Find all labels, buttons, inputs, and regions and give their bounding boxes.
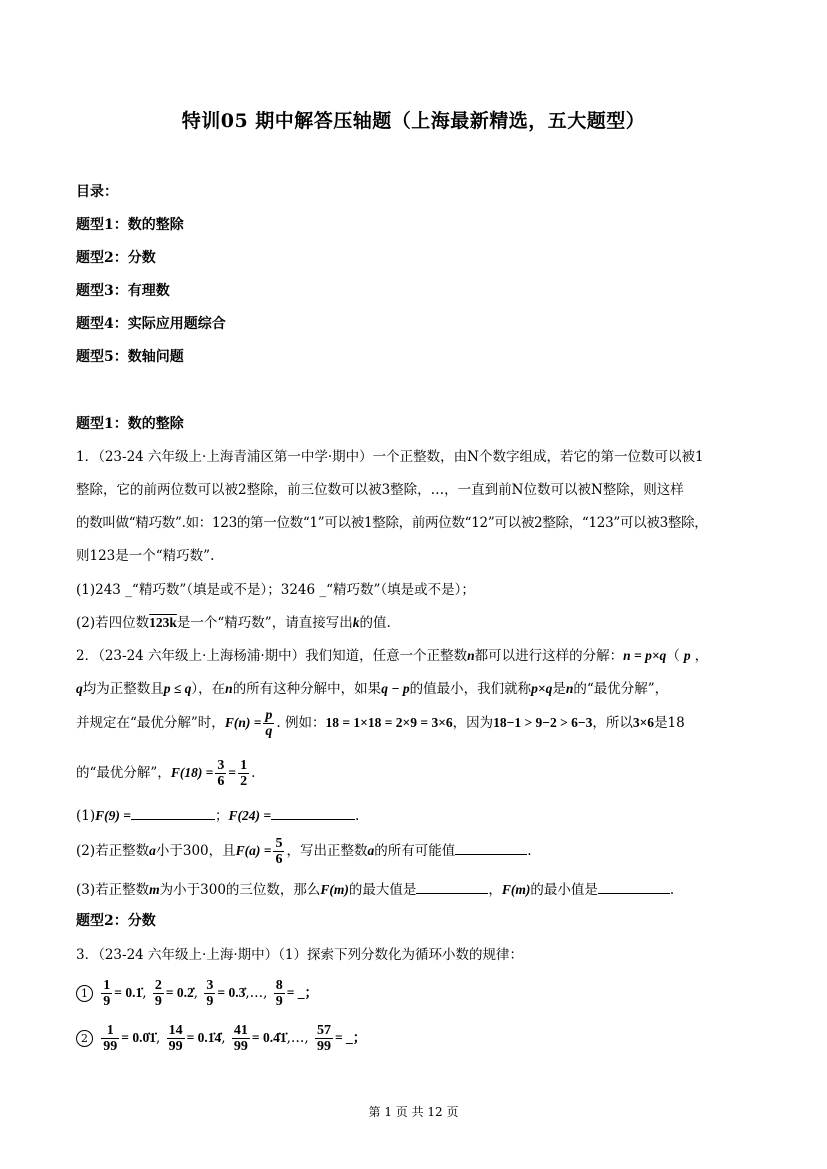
text-fragment: （	[666, 648, 680, 664]
text-fragment: 都可以进行这样的分解：	[474, 648, 624, 664]
fraction-numerator: 2	[154, 978, 162, 993]
text-fragment: (1)	[76, 808, 96, 824]
math-var: a	[367, 843, 375, 858]
text-fragment: 的所有这种分解中，如果	[232, 681, 382, 697]
answer-blank[interactable]	[455, 840, 527, 855]
sub-question	[76, 805, 359, 826]
toc-item: 题型2：分数	[76, 250, 156, 266]
fraction	[263, 708, 274, 739]
decimal-value: = 0.3̇	[217, 985, 246, 1000]
toc-item: 题型1：数的整除	[76, 217, 184, 233]
answer-blank[interactable]	[416, 879, 488, 894]
fraction-numerator: 1	[103, 978, 111, 993]
pattern-row: 1 $\frac{1}{9}$ = 0.1̇, $\frac{2}{9}$ = 0.2̇, $\frac{3}{9}$ = 0.3̇,…, $\frac{8}{9}$ = _；	[76, 976, 318, 1010]
fraction	[232, 1023, 250, 1054]
fraction-denominator: q	[265, 724, 273, 739]
fraction-denominator: 9	[206, 994, 214, 1009]
answer-blank[interactable]	[598, 879, 670, 894]
text-fragment: ，所以	[592, 715, 633, 731]
fraction	[204, 978, 215, 1009]
fraction	[101, 978, 112, 1009]
fraction	[215, 758, 226, 789]
fraction-numerator: 41	[233, 1023, 248, 1038]
math-expr: F(9) =	[95, 808, 131, 823]
fraction-numerator: p	[265, 708, 273, 723]
row-marker: 1	[76, 985, 93, 1002]
fraction-numerator: 1	[101, 1023, 119, 1039]
fraction	[315, 1023, 333, 1054]
text-fragment: .	[251, 765, 256, 781]
answer-blank[interactable]	[131, 805, 215, 820]
text-fragment: ，	[694, 648, 709, 664]
fraction-denominator: 99	[233, 1039, 248, 1054]
fraction-denominator: 99	[316, 1039, 331, 1054]
answer-blank[interactable]	[271, 805, 355, 820]
fraction	[273, 836, 284, 867]
text-fragment: ，写出正整数	[286, 843, 368, 859]
fraction-numerator: 57	[316, 1023, 331, 1038]
question-text: 则123是一个“精巧数”.	[76, 548, 215, 564]
math-var: n	[225, 681, 233, 696]
math-var: k	[352, 615, 360, 630]
text-fragment: .	[527, 843, 532, 859]
math-expr: F(n) =	[224, 715, 262, 730]
toc-label: 目录：	[76, 184, 118, 200]
decimal-value: = 0.4̇1̇	[251, 1030, 287, 1045]
fraction-denominator: 9	[275, 994, 283, 1009]
text-fragment: . 例如：	[276, 715, 326, 731]
text-fragment: 的值最小，我们就称	[409, 681, 532, 697]
text-fragment: …,	[249, 985, 268, 1001]
text-fragment: 为小于300的三位数，那么	[159, 882, 321, 898]
question-text: 的数叫做“精巧数”.如：123的第一位数“1”可以被1整除，前两位数“12”可以被2整除，“123”可以被3整除，	[76, 515, 708, 531]
sub-question	[76, 879, 674, 900]
math-var: n	[565, 681, 574, 696]
fraction	[238, 758, 249, 789]
decimal-value: = 0.0̇1̇	[121, 1030, 156, 1045]
answer-placeholder: = _；	[334, 1030, 367, 1045]
decimal-value: = 0.1̇	[114, 985, 143, 1000]
question-text	[76, 646, 708, 666]
text-fragment: 并规定在“最优分解”时，	[76, 715, 225, 731]
math-expr: 3×6	[632, 715, 655, 730]
math-expr: 18 = 1×18 = 2×9 = 3×6	[325, 715, 453, 730]
text-fragment: 的最大值是	[348, 882, 417, 898]
text-fragment: 的值.	[359, 615, 391, 631]
fraction-denominator: 99	[168, 1039, 183, 1054]
question-text	[76, 756, 255, 790]
fraction	[167, 1023, 185, 1054]
text-fragment: 的最小值是	[530, 882, 598, 898]
question-text: 整除，它的前两位数可以被2整除，前三位数可以被3整除，…，一直到前N位数可以被N整除，则这样	[76, 482, 684, 498]
fraction-numerator: 3	[217, 758, 225, 773]
math-expr: F(m)	[501, 882, 531, 897]
text-fragment: .	[355, 808, 360, 824]
fraction-numerator: 8	[275, 978, 283, 993]
math-expr: p×q	[531, 681, 553, 696]
text-fragment: 的“最优分解”，	[573, 681, 669, 697]
math-expr: F(24) =	[228, 808, 272, 823]
math-expr: F(18) =	[170, 765, 214, 780]
text-fragment: …,	[290, 1030, 309, 1046]
text-fragment: 小于300，且	[155, 843, 236, 859]
text-fragment: 均为正整数且	[82, 681, 164, 697]
sub-question: (1)243 _“精巧数”（填是或不是）；3246 _“精巧数”（填是或不是）；	[76, 582, 475, 598]
math-expr: F(a) =	[235, 843, 272, 858]
math-expr: n = p×q	[623, 648, 667, 663]
text-fragment: 是一个“精巧数”，请直接写出	[176, 615, 353, 631]
math-var: n	[467, 648, 475, 663]
fraction-denominator: 99	[103, 1039, 118, 1054]
text-fragment: ），在	[191, 681, 226, 697]
fraction-numerator: 1	[240, 758, 248, 773]
text-fragment: 的“最优分解”，	[76, 765, 171, 781]
pattern-row: 2 $\frac{1}{99}$ = 0.0̇1̇, $\frac{14}{99}$ = 0.1̇4̇, $\frac{41}{99}$ = 0.4̇1̇,…, $\frac{57}{99}$ = _；	[76, 1021, 366, 1055]
text-fragment: .	[669, 882, 675, 898]
fraction	[153, 978, 164, 1009]
question-text	[76, 679, 668, 699]
math-expr: p ≤ q	[163, 681, 192, 696]
fraction	[274, 978, 285, 1009]
toc-item: 题型4：实际应用题综合	[76, 316, 226, 332]
text-fragment: 是	[552, 681, 566, 697]
text-fragment: ，因为	[452, 715, 494, 731]
section-heading: 题型1：数的整除	[76, 416, 184, 432]
math-expr: F(m)	[320, 882, 349, 897]
math-var: q	[76, 681, 83, 696]
decimal-value: = 0.1̇4̇	[186, 1030, 222, 1045]
fraction-numerator: 3	[206, 978, 214, 993]
math-var: p	[683, 648, 691, 663]
fraction-numerator: 5	[275, 836, 283, 851]
row-marker: 2	[76, 1030, 93, 1047]
section-heading: 题型2：分数	[76, 913, 156, 929]
page-title: 特训05 期中解答压轴题（上海最新精选，五大题型）	[181, 110, 646, 132]
math-var: m	[149, 882, 160, 897]
fraction-denominator: 6	[217, 774, 225, 789]
math-expr: =	[228, 765, 237, 780]
text-fragment: 2．（23-24 六年级上·上海杨浦·期中）我们知道，任意一个正整数	[76, 648, 468, 664]
text-fragment: (3)若正整数	[76, 882, 150, 898]
math-number: 123k	[149, 615, 177, 630]
fraction-numerator: 14	[168, 1023, 183, 1038]
toc-item: 题型3：有理数	[76, 283, 170, 299]
decimal-value: = 0.2̇	[165, 985, 194, 1000]
fraction-denominator: 2	[240, 774, 248, 789]
math-expr: q − p	[381, 681, 410, 696]
fraction	[101, 1023, 119, 1054]
text-fragment: 是18	[654, 715, 685, 731]
math-var: a	[149, 843, 156, 858]
text-fragment: 的所有可能值	[374, 843, 456, 859]
question-text: 3．（23-24 六年级上·上海·期中）（1）探索下列分数化为循环小数的规律：	[76, 947, 523, 963]
sub-question	[76, 834, 532, 868]
sub-question	[76, 613, 391, 633]
math-expr: 18−1 > 9−2 > 6−3	[493, 715, 593, 730]
question-text	[76, 706, 685, 740]
text-fragment: (2)若正整数	[76, 843, 150, 859]
question-text: 1．（23-24 六年级上·上海青浦区第一中学·期中）一个正整数，由N个数字组成，若它的第一位数可以被1	[76, 449, 704, 465]
text-fragment: ，	[488, 882, 502, 898]
text-fragment: ；	[214, 808, 229, 824]
answer-placeholder: = _；	[286, 985, 319, 1000]
toc-item: 题型5：数轴问题	[76, 349, 184, 365]
fraction-denominator: 6	[275, 852, 283, 867]
fraction-denominator: 9	[154, 994, 162, 1009]
text-fragment: (2)若四位数	[76, 615, 150, 631]
page-footer: 第 1 页 共 12 页	[368, 1105, 459, 1119]
fraction-denominator: 9	[103, 994, 111, 1009]
